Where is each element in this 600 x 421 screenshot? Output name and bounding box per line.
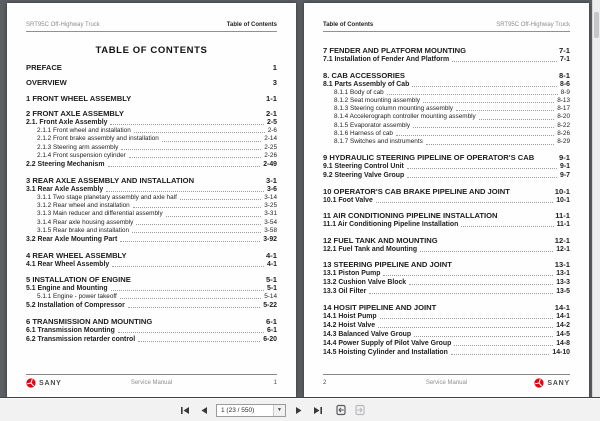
toc-entry-label: 3.1.3 Main reducer and differential assembly [37,210,163,218]
toc-entry-page-number: 2-1 [266,109,277,118]
dot-leader [132,232,261,233]
toc-entry [26,152,277,160]
toc-entry [323,287,570,296]
toc-entry-page-number: 7-1 [560,56,570,63]
toc-entry-label: 8.1.7 Switches and instruments [334,138,423,146]
toc-entry-page-number: 13-1 [554,260,570,270]
toc-entry [323,330,570,339]
page-title: TABLE OF CONTENTS [95,45,208,56]
toc-entry [26,251,277,260]
toc-entry-page-number: 14-2 [556,321,570,329]
toc-entry [323,321,570,330]
next-view-icon [354,404,366,416]
dot-leader [376,202,553,203]
dot-leader [426,144,554,145]
previous-page-icon [200,406,208,415]
toc-entry-label: 7.1 Installation of Fender And Platform [323,56,450,63]
dot-leader [111,290,264,291]
toc-entry-page-number: 3-25 [264,201,277,209]
toc-entry-page-number: 5-1 [266,275,277,285]
header-section-title: Table of Contents [323,22,374,28]
toc-entry-page-number: 2-26 [264,151,277,159]
dot-leader [407,177,557,178]
toc-entry-page-number: 10-1 [554,186,570,196]
toc-entry [26,202,277,210]
toc-entry [323,171,570,180]
dot-leader [180,199,261,200]
header-doc-title: SRT95C Off-Highway Truck [496,22,570,28]
toc-entry-page-number: 8-20 [557,113,570,121]
toc-entry-label: 10 OPERATOR'S CAB BRAKE PIPELINE AND JOINT [323,186,510,196]
toc-entry [323,122,570,130]
toc-entry-page-number: 13-1 [556,270,570,278]
toc-entry [26,210,277,218]
dot-leader [121,149,261,150]
toc-entry-page-number: 2-14 [264,135,277,143]
toc-entry [323,46,570,55]
dot-leader [112,266,264,267]
dot-leader [454,345,553,346]
first-page-button[interactable] [178,403,191,417]
toc-entry-label: 3.1.1 Two stage planetary assembly and axle half [37,193,177,201]
dot-leader [369,293,553,294]
dot-leader [420,251,553,252]
toc-entry-label: 3.1.2 Rear wheel and installation [37,201,130,209]
toc-entry-label: 1 FRONT WHEEL ASSEMBLY [26,93,132,103]
toc-entry-page-number: 8-17 [557,105,570,113]
toc-entry [323,80,570,89]
toc-entry [323,162,570,171]
page-number-value: 1 (23 / 550) [221,406,255,414]
dot-leader [118,332,264,333]
toc-entry-page-number: 9-1 [559,153,570,163]
toc-entry-page-number: 7-1 [559,46,570,55]
toc-entry-page-number: 8-22 [557,121,570,129]
header-section-title: Table of Contents [226,22,277,28]
scrollbar-thumb[interactable] [594,12,599,38]
page-number-combobox[interactable] [216,404,286,417]
toc-entry-page-number: 2-5 [267,119,277,126]
toc-entry-label: 3.1 Rear Axle Assembly [26,185,104,193]
toc-entry-label: 6.1 Transmission Mounting [26,326,115,334]
dot-leader [108,166,261,167]
toc-entry-page-number: 10-1 [556,196,570,204]
dot-leader [452,61,557,62]
toc-entry-label: 8.1.6 Harness of cab [334,129,393,137]
toc-entry [323,138,570,146]
toc-entry-label: 8.1.4 Accelerograph controller mounting assembly [334,113,476,121]
toc-entry-page-number: 3-31 [264,210,277,218]
toc-entry [323,348,570,357]
toc-entry-page-number: 3-92 [263,236,277,244]
toc-entry [26,118,277,127]
toc-entry-page-number: 4-1 [267,260,277,268]
toc-entry [323,269,570,278]
toc-entry [26,227,277,235]
toc-entry [26,284,277,293]
dot-leader [383,275,553,276]
toc-entry-page-number: 2-25 [264,143,277,151]
brand-logo [26,378,62,388]
toc-entry [323,97,570,105]
toc-entry [323,245,570,254]
dot-leader [387,94,558,95]
toc-entry-page-number: 3-1 [266,175,277,185]
dot-leader [136,224,261,225]
toc-entry-page-number: 12-1 [554,235,570,245]
toc-entry-label: 9.1 Steering Control Unit [323,163,404,171]
toc-entry-label: 2.2 Steering Mechanism [26,161,105,169]
dot-leader [479,119,554,120]
footer-page-number: 1 [273,380,277,386]
toc-entry-label: 2.1.2 Front brake assembly and installation [37,135,159,143]
previous-page-button[interactable] [197,403,210,417]
toc-entry-label: 13 STEERING PIPELINE AND JOINT [323,260,452,270]
dot-leader [423,102,554,103]
dot-leader [407,168,557,169]
toc-entry [323,196,570,205]
toc-entry [26,335,277,344]
toc-entry-page-number: 11-1 [556,221,570,229]
toc-entry-label: 2.1.4 Front suspension cylinder [37,151,126,159]
previous-view-icon [335,404,347,416]
toc-entry-label: 8.1 Parts Assembly of Cab [323,80,410,88]
toc-entry [26,219,277,227]
toc-entry-label: 11 AIR CONDITIONING PIPELINE INSTALLATION [323,211,498,221]
toc-entry [26,326,277,335]
toc-entry-label: 14.2 Hoist Valve [323,321,376,329]
toc-entry-label: 3.2 Rear Axle Mounting Part [26,236,118,244]
toc-entry [26,194,277,202]
toc-entry-label: 14.4 Power Supply of Pilot Valve Group [323,339,452,347]
dot-leader [134,132,265,133]
toc-entry-page-number: 3-6 [267,185,277,193]
next-page-button[interactable] [292,403,305,417]
toc-entries-left [26,63,277,344]
toc-entry-label: 9 HYDRAULIC STEERING PIPELINE OF OPERATOR'S CAB [323,153,535,163]
page-header [26,22,277,32]
toc-entry-label: 13.2 Cushion Valve Block [323,279,407,287]
toc-entry [323,89,570,97]
toc-entry [323,211,570,220]
toc-entry [323,278,570,287]
toc-entry [26,135,277,143]
toc-entry-page-number: 8-13 [557,96,570,104]
sany-logo-icon [26,378,36,388]
toc-entry-page-number: 3 [272,78,277,87]
toc-entry-page-number: 14-1 [556,312,570,320]
toc-entry-page-number: 13-5 [556,288,570,296]
dot-leader [456,110,554,111]
toc-entry [26,94,277,103]
toc-entry-page-number: 3-58 [264,226,277,234]
toc-entry-label: 8.1.5 Evaporator assembly [334,121,411,129]
toc-entry-page-number: 4-1 [266,250,277,260]
toc-entry-label: 8.1.2 Seat mounting assembly [334,96,420,104]
toc-entry-label: 5 INSTALLATION OF ENGINE [26,275,131,285]
dot-leader [396,135,554,136]
toc-entry [323,339,570,348]
toc-entry [26,109,277,118]
toc-entry-label: 3 REAR AXLE ASSEMBLY AND INSTALLATION [26,175,195,185]
toc-entry-page-number: 5-14 [264,293,277,301]
toc-entry [26,127,277,135]
last-page-icon [313,406,323,415]
toc-entry-page-number: 5-22 [263,302,277,310]
dot-leader [110,124,264,125]
toc-entry-page-number: 3-54 [264,218,277,226]
toc-entry-label: 2.1.1 Front wheel and installation [37,127,131,134]
toc-entry-page-number: 8-29 [557,138,570,146]
toc-entry [26,78,277,87]
toc-entry-label: PREFACE [26,62,62,72]
toc-entry [26,144,277,152]
first-page-icon [180,406,190,415]
toc-entry-page-number: 6-1 [267,326,277,334]
toc-entry [26,260,277,269]
toc-entry-label: 14.5 Hoisting Cylinder and Installation [323,348,448,356]
toc-entry-page-number: 14-8 [556,339,570,347]
toc-entry-label: 5.2 Installation of Compressor [26,302,125,310]
toc-entry [323,153,570,162]
toc-entry-page-number: 8-9 [560,88,570,96]
brand-name: SANY [547,379,570,387]
toc-entry [323,220,570,229]
toc-entry [323,236,570,245]
toc-entry-page-number: 9-1 [560,163,570,171]
toc-entry-page-number: 6-1 [266,316,277,326]
toc-entry [323,113,570,121]
toc-entry-label: 14 HOSIT PIPELINE AND JOINT [323,302,437,312]
dot-leader [133,207,261,208]
vertical-scrollbar[interactable] [592,0,600,399]
toc-entry-label: 10.1 Foot Valve [323,196,373,204]
toc-entry-label: OVERVIEW [26,78,67,87]
dot-leader [120,298,261,299]
toc-entry [26,160,277,169]
toc-entry-page-number: 11-1 [555,211,570,221]
sany-logo-icon [534,378,544,388]
footer-page-number: 2 [323,380,327,386]
dot-leader [106,191,264,192]
toc-entry-label: 7 FENDER AND PLATFORM MOUNTING [323,46,467,55]
brand-logo [534,378,570,388]
last-page-button[interactable] [311,403,324,417]
toc-entry [323,260,570,269]
toc-entry-label: 11.1 Air Conditioning Pipeline Installation [323,221,459,229]
footer-center-text: Service Manual [130,380,173,386]
dot-leader [166,216,262,217]
dot-leader [380,318,554,319]
toc-entry-page-number: 14-1 [554,302,570,312]
dot-leader [162,141,261,142]
toc-entry-label: 13.1 Piston Pump [323,270,381,278]
viewer-toolbar [0,398,600,421]
toc-entry-label: 9.2 Steering Valve Group [323,172,405,180]
dot-leader [413,127,554,128]
toc-entry [26,176,277,185]
toc-entry [323,303,570,312]
toc-page-left [7,3,296,397]
dot-leader [129,157,261,158]
toc-entry [323,55,570,64]
toc-entry-page-number: 14-10 [552,348,570,356]
toc-entry [323,312,570,321]
toc-entry-page-number: 5-1 [267,285,277,293]
toc-entry-page-number: 14-5 [556,330,570,338]
dot-leader [412,86,557,87]
toc-entry-label: 8.1.1 Body of cab [334,88,384,96]
page-header [323,22,570,32]
combobox-dropdown-icon[interactable]: ▼ [273,405,285,416]
toc-page-right [304,3,589,397]
toc-entry-label: 14.1 Hoist Pump [323,312,377,320]
toc-entry-label: 8.1.3 Steering column mounting assembly [334,105,454,113]
previous-view-button[interactable] [334,403,347,417]
footer-center-text: Service Manual [425,380,468,386]
toc-entry-label: 4 REAR WHEEL ASSEMBLY [26,250,127,260]
page-footer [323,374,570,388]
toc-entry-label: 4.1 Rear Wheel Assembly [26,260,110,268]
toc-entry-page-number: 1-1 [266,93,277,103]
toc-entry-label: 12.1 Fuel Tank and Mounting [323,245,418,253]
toc-entry-page-number: 1 [272,62,277,72]
toc-entry-page-number: 12-1 [556,245,570,253]
toc-entry [26,235,277,244]
toc-entry [26,185,277,194]
dot-leader [128,307,260,308]
toc-entry [26,301,277,310]
toc-entry-page-number: 13-3 [556,279,570,287]
page-nav-group [178,403,366,417]
toc-entry-label: 3.1.5 Rear brake and installation [37,226,130,234]
toc-entry-page-number: 2-49 [263,161,277,169]
toc-entry-label: 5.1.1 Engine - power takeoff [37,293,117,301]
toc-entry [323,130,570,138]
dot-leader [414,336,553,337]
header-doc-title: SRT95C Off-Highway Truck [26,22,100,28]
dot-leader [138,341,260,342]
toc-entry-page-number: 8-26 [557,129,570,137]
toc-entry-label: 2.1.3 Steering arm assembly [37,143,119,151]
dot-leader [461,226,553,227]
toc-entry-page-number: 3-14 [264,193,277,201]
toc-entry-label: 6 TRANSMISSION AND MOUNTING [26,316,153,326]
dot-leader [120,241,260,242]
toc-entry-label: 2 FRONT AXLE ASSEMBLY [26,109,124,118]
toc-entry-label: 5.1 Engine and Mounting [26,285,108,293]
toc-entry-page-number: 2-6 [267,127,277,134]
next-view-button[interactable] [353,403,366,417]
toc-entry-label: 14.3 Balanced Valve Group [323,330,412,338]
toc-entry-label: 6.2 Transmission retarder control [26,335,136,343]
page-footer [26,374,277,388]
next-page-icon [295,406,303,415]
toc-entry [26,317,277,326]
toc-entry-label: 2.1. Front Axle Assembly [26,119,108,126]
toc-entry [26,293,277,301]
dot-leader [378,327,553,328]
toc-entry-page-number: 8-6 [560,80,570,88]
toc-entry [323,71,570,80]
toc-entry [323,105,570,113]
toc-entry [26,63,277,72]
dot-leader [409,284,553,285]
toc-entry-page-number: 8-1 [559,70,570,80]
toc-entry-page-number: 6-20 [263,335,277,343]
toc-entry-label: 8. CAB ACCESSORIES [323,70,405,80]
toc-entry [323,187,570,196]
toc-entry-page-number: 9-7 [560,172,570,180]
toc-entries-right [323,46,570,357]
toc-entry [26,275,277,284]
toc-entry-label: 3.1.4 Rear axle housing assembly [37,218,134,226]
toc-entry-label: 12 FUEL TANK AND MOUNTING [323,235,438,245]
toc-entry-label: 13.3 Oil Filter [323,288,367,296]
brand-name: SANY [39,379,62,387]
dot-leader [451,354,550,355]
